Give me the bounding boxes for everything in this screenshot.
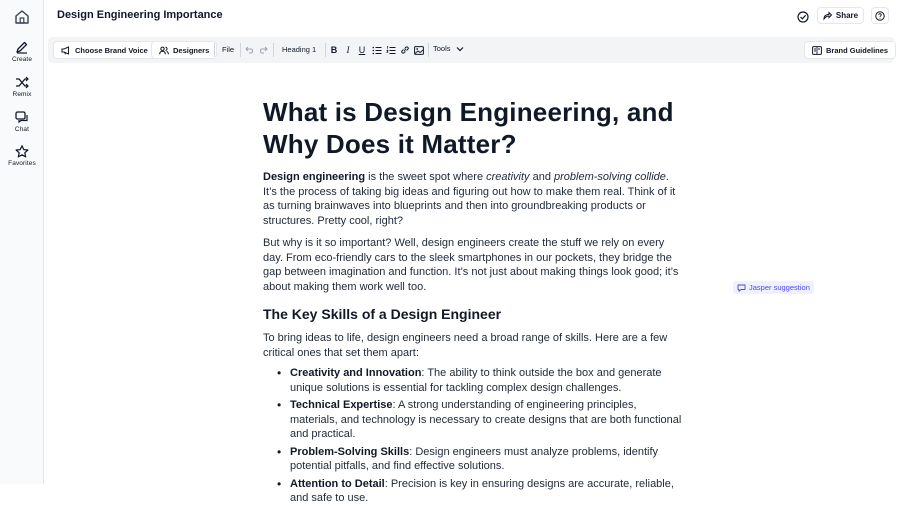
comment-icon [737, 284, 746, 292]
sidebar-item-create[interactable] [0, 41, 44, 63]
sidebar-item-favorites[interactable] [0, 145, 44, 167]
list-item [277, 366, 683, 395]
italic-term: creativity [486, 171, 530, 183]
editor-toolbar [48, 37, 894, 63]
paragraph-skills-intro: To bring ideas to life, design engineers need a broad range of skills. Here are a few critical ones that set them apart: [263, 332, 668, 359]
chevron-down-icon [456, 46, 464, 52]
pen-icon [15, 41, 29, 54]
list-item [277, 398, 683, 442]
sidebar-item-label: Chat [14, 126, 30, 133]
share-label: Share [835, 11, 859, 20]
bold-term: Design engineering [263, 171, 366, 183]
shuffle-icon [15, 76, 29, 89]
document-editor[interactable] [263, 96, 683, 509]
help-icon [875, 11, 885, 21]
document-title[interactable]: Design Engineering Importance [57, 9, 223, 21]
paragraph-importance: But why is it so important? Well, design engineers create the stuff we rely on every day. From eco-friendly cars to the sleek smartphones in our pockets, they bridge the gap between imagination and function. It’s not just about making things look good; it’s about making them work well too. [263, 237, 679, 293]
skill-description: : A strong understanding of engineering principles, materials, and technology is necessary to create designs that are both functional and practical. [290, 399, 682, 440]
skills-list [277, 366, 683, 506]
toolbar-divider [428, 43, 429, 57]
toolbar-divider [240, 43, 241, 57]
italic-term: collide [634, 171, 666, 183]
sidebar-item-label: Remix [12, 91, 32, 98]
link-icon[interactable] [399, 44, 411, 56]
skill-description: : The ability to think outside the box and generate unique solutions is essential for tackling complex design challenges. [290, 367, 662, 394]
text-run: and [529, 171, 555, 183]
chat-icon [15, 111, 29, 124]
text-run: . It’s the process of taking big ideas and figuring out how to make them real. Think of it as turning brainwaves into blueprints and then into groundbreaking products or structures. Pretty cool, right? [263, 171, 676, 227]
italic-icon[interactable]: I [346, 45, 350, 55]
designers-label: Designers [173, 45, 210, 55]
share-icon [823, 11, 832, 20]
brand-guidelines-label: Brand Guidelines [826, 45, 889, 55]
choose-brand-voice-button[interactable] [53, 41, 156, 59]
heading-style-select[interactable]: Heading 1 [282, 45, 317, 54]
sidebar-item-label: Favorites [8, 160, 36, 167]
book-icon [812, 46, 822, 55]
share-button[interactable] [817, 7, 864, 24]
jasper-suggestion-button[interactable] [733, 281, 814, 294]
toolbar-divider [214, 43, 215, 57]
star-icon [15, 145, 29, 158]
document-heading: What is Design Engineering, and Why Does it Matter? [263, 97, 674, 159]
paragraph-intro [263, 170, 683, 228]
home-icon[interactable] [12, 8, 32, 26]
check-status-button[interactable] [796, 8, 810, 25]
redo-icon[interactable] [257, 44, 269, 56]
bullet-list-icon[interactable] [371, 44, 383, 56]
skill-description: : Design engineers must analyze problems, identify potential pitfalls, and find effective solutions. [290, 445, 659, 472]
italic-term: problem-solving [554, 171, 632, 183]
suggestion-label: Jasper suggestion [749, 283, 810, 292]
skill-name: Creativity and Innovation [290, 367, 422, 379]
sidebar-item-remix[interactable] [0, 76, 44, 98]
skill-name: Technical Expertise [290, 399, 393, 411]
check-circle-icon [797, 11, 809, 23]
numbered-list-icon[interactable] [385, 44, 397, 56]
text-run: is the sweet spot where [365, 171, 487, 183]
toolbar-divider [325, 43, 326, 57]
skill-name: Problem-Solving Skills [290, 445, 410, 458]
megaphone-icon [61, 46, 71, 55]
left-sidebar [0, 0, 44, 484]
skill-name: Attention to Detail [290, 477, 385, 490]
brand-voice-label: Choose Brand Voice [75, 45, 148, 55]
file-menu[interactable]: File [222, 45, 235, 54]
users-icon [159, 46, 169, 55]
underline-icon[interactable]: U [358, 45, 366, 55]
brand-guidelines-button[interactable] [804, 41, 896, 59]
undo-icon[interactable] [243, 44, 255, 56]
list-item [277, 477, 683, 506]
list-item [277, 445, 683, 474]
image-icon[interactable] [413, 44, 425, 56]
bold-icon[interactable]: B [330, 45, 338, 55]
toolbar-divider [273, 43, 274, 57]
tools-label: Tools [433, 44, 451, 53]
help-button[interactable] [871, 7, 889, 24]
skill-description: : Precision is key in ensuring designs are accurate, reliable, and safe to use. [290, 477, 674, 504]
designers-button[interactable] [151, 41, 217, 59]
tools-menu[interactable] [433, 44, 464, 53]
sidebar-item-label: Create [11, 56, 33, 63]
sidebar-item-chat[interactable] [0, 111, 44, 133]
section-heading: The Key Skills of a Design Engineer [263, 306, 502, 322]
